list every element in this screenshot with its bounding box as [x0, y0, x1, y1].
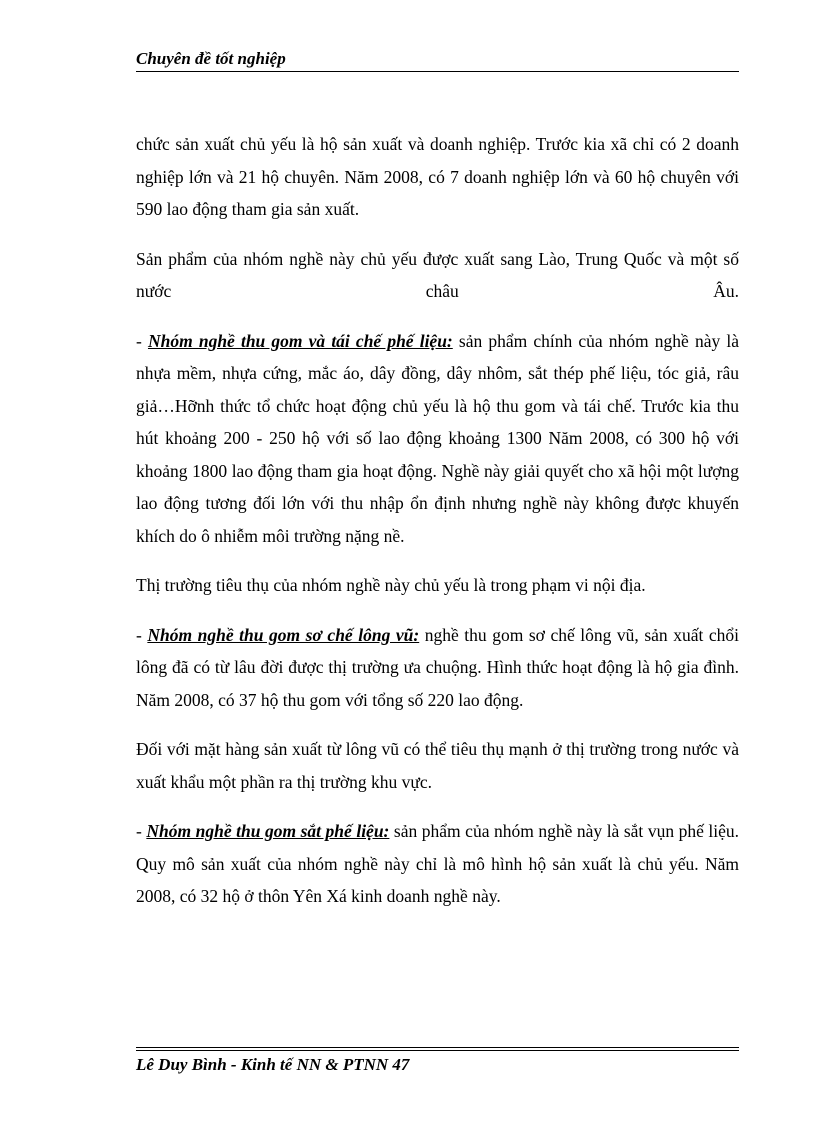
paragraph-text: sản phẩm của nhóm nghề này là sắt vụn phế liệu. Quy mô sản xuất của nhóm nghề này chỉ là mô hình hộ sản xuất là chủ yếu. Năm 2008, có 32 hộ ở thôn Yên Xá kinh doanh nghề này. — [136, 821, 739, 906]
page-footer — [136, 1047, 739, 1075]
paragraph — [136, 569, 739, 602]
paragraph — [136, 815, 739, 913]
bullet-prefix: - — [136, 330, 148, 351]
paragraph-text: chức sản xuất chủ yếu là hộ sản xuất và doanh nghiệp. Trước kia xã chỉ có 2 doanh nghiệp lớn và 21 hộ chuyên. Năm 2008, có 7 doanh nghiệp lớn và 60 hộ chuyên với 590 lao động tham gia sản xuất. — [136, 134, 739, 219]
paragraph — [136, 243, 739, 308]
paragraph — [136, 733, 739, 798]
footer-text: Lê Duy Bình - Kinh tế NN & PTNN 47 — [136, 1055, 410, 1074]
bullet-prefix: - — [136, 624, 148, 645]
paragraph — [136, 128, 739, 226]
paragraph-text: Thị trường tiêu thụ của nhóm nghề này chủ yếu là trong phạm vi nội địa. — [136, 575, 646, 595]
paragraph — [136, 325, 739, 553]
document-body — [136, 128, 739, 930]
bullet-prefix: - — [136, 821, 147, 841]
paragraph-text: Sản phẩm của nhóm nghề này chủ yếu được xuất sang Lào, Trung Quốc và một số nước châu Âu. — [136, 248, 739, 301]
paragraph — [136, 619, 739, 717]
paragraph-text: nghề thu gom sơ chế lông vũ, sản xuất chổi lông đã có từ lâu đời được thị trường ưa chuộng. Hình thức hoạt động là hộ gia đình. Năm 2008, có 37 hộ thu gom với tổng số 220 lao động. — [136, 624, 740, 710]
paragraph-text: sản phẩm chính của nhóm nghề này là nhựa mềm, nhựa cứng, mắc áo, dây đồng, dây nhôm, sắt thép phế liệu, tóc giả, râu giả…Hỡnh thức tổ chức hoạt động chủ yếu là hộ thu gom và tái chế. Trước kia thu hút khoảng 200 - 250 hộ với số lao động khoảng 1300 Năm 2008, có 300 hộ với khoảng 1800 lao động tham gia hoạt động. Nghề này giải quyết cho xã hội một lượng lao động tương đối lớn với thu nhập ổn định nhưng nghề này không được khuyến khích do ô nhiễm môi trường nặng nề. — [136, 330, 739, 546]
footer-rule — [136, 1050, 739, 1051]
section-heading: Nhóm nghề thu gom sơ chế lông vũ: — [147, 624, 420, 645]
paragraph-text: Đối với mặt hàng sản xuất từ lông vũ có thể tiêu thụ mạnh ở thị trường trong nước và xuất khẩu một phần ra thị trường khu vực. — [136, 739, 739, 792]
page-header — [136, 47, 739, 72]
header-rule — [136, 71, 739, 72]
header-title: Chuyên đề tốt nghiệp — [136, 49, 286, 68]
footer-rule — [136, 1047, 739, 1048]
section-heading: Nhóm nghề thu gom và tái chế phế liệu: — [147, 330, 453, 351]
section-heading: Nhóm nghề thu gom sắt phế liệu: — [146, 821, 390, 841]
